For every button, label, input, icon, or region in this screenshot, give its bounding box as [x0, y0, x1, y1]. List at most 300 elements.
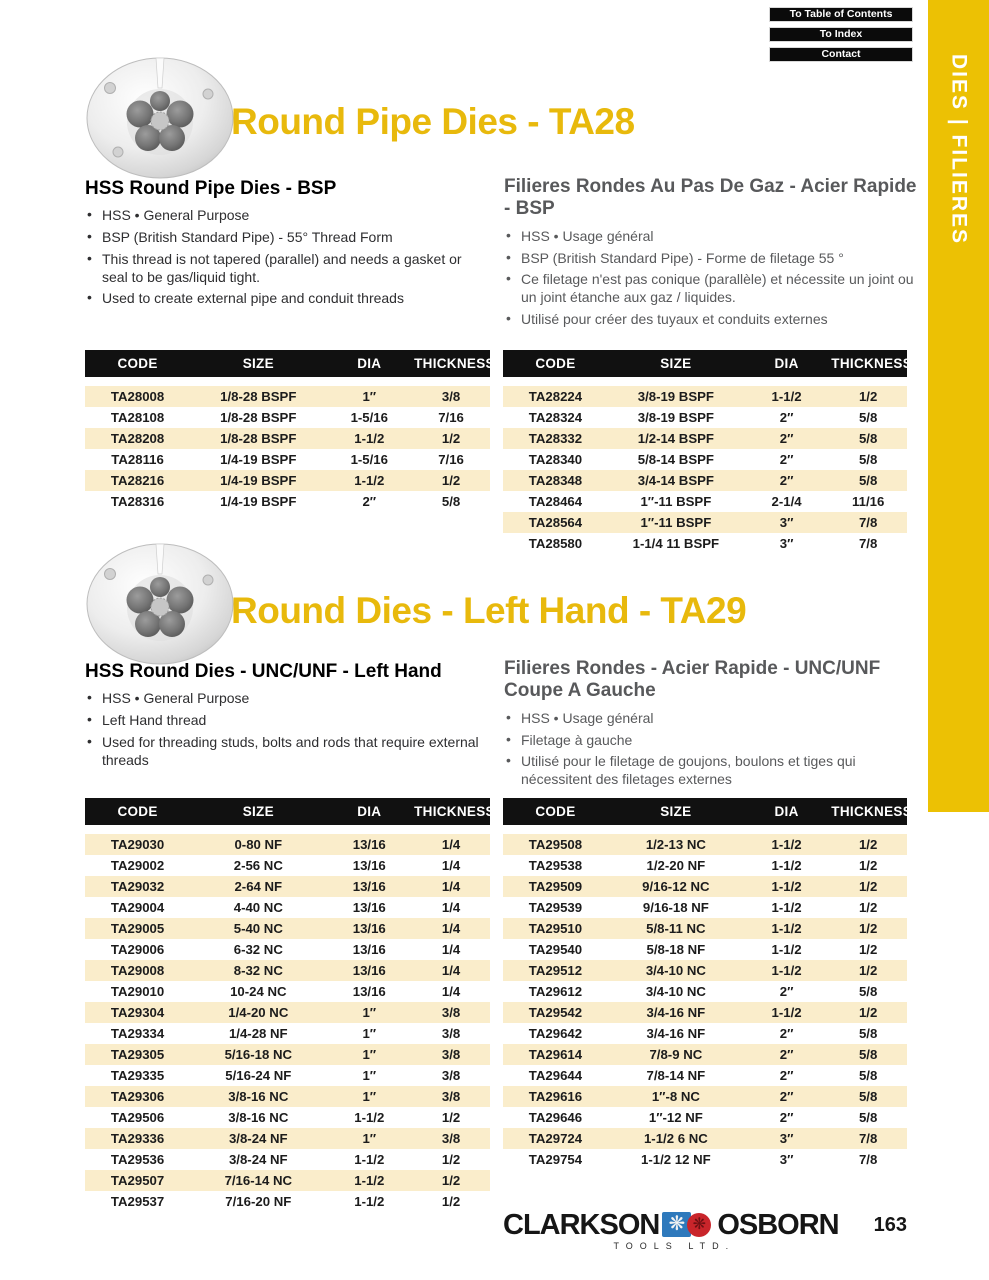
section-title-ta28: Round Pipe Dies - TA28 [231, 101, 635, 142]
table-cell: TA28464 [528, 494, 583, 509]
table-cell: 1-1/2 [354, 1110, 385, 1125]
table-cell: 1-1/2 [771, 900, 802, 915]
table-cell: 3/8-19 BSPF [608, 386, 744, 407]
brand-name-clarkson: CLARKSON [503, 1209, 660, 1241]
cutter-wheel-icon: ❋ [687, 1213, 711, 1237]
column-header: DIA [744, 798, 829, 834]
table-cell: 7/16 [438, 452, 464, 467]
table-cell: TA29512 [503, 960, 608, 981]
table-cell: 13/16 [352, 942, 386, 957]
table-cell: 3/8-16 NC [228, 1110, 289, 1125]
table-cell: 5/8 [858, 1068, 878, 1083]
table-row [85, 834, 490, 855]
table-cell: 7/8-9 NC [608, 1044, 744, 1065]
table-cell: 1/4 [412, 876, 490, 897]
table-cell: 13/16 [326, 876, 412, 897]
table-cell: 13/16 [326, 960, 412, 981]
table-cell: 1-1/2 [354, 1152, 385, 1167]
column-header: THICKNESS [412, 798, 490, 834]
column-header: CODE [503, 350, 608, 386]
bullet-item: • Left Hand thread [85, 712, 487, 730]
table-row [503, 1086, 907, 1107]
table-cell: 5/8 [441, 494, 461, 509]
table-cell: 1/4-28 NF [228, 1026, 288, 1041]
table-cell: TA29334 [110, 1026, 165, 1041]
table-cell: 3/8 [412, 1086, 490, 1107]
table-cell: 1-1/2 [771, 858, 802, 873]
table-cell: 2″ [779, 410, 794, 425]
table-cell: TA29509 [503, 876, 608, 897]
table-cell: TA29539 [528, 900, 583, 915]
table-cell: 1″ [362, 1068, 377, 1083]
table-cell: TA28332 [503, 428, 608, 449]
column-header: SIZE [190, 350, 326, 386]
table-cell: TA29032 [85, 876, 190, 897]
table-cell: TA28348 [503, 470, 608, 491]
table-cell: 5/8-18 NF [646, 942, 706, 957]
side-tab-label: DIES | FILIERES [947, 54, 971, 246]
table-cell: 1/2-20 NF [646, 858, 706, 873]
table-row [503, 1065, 907, 1086]
bullet-item: • HSS • Usage général [504, 228, 918, 246]
table-cell: 2″ [744, 1086, 829, 1107]
table-cell: 1/4 [441, 858, 461, 873]
table-cell: TA29507 [85, 1170, 190, 1191]
table-cell: 3″ [744, 512, 829, 533]
table-cell: 1/8-28 BSPF [190, 428, 326, 449]
table-row [503, 1044, 907, 1065]
table-cell: TA29642 [528, 1026, 583, 1041]
table-cell: 1″-11 BSPF [608, 512, 744, 533]
table-cell: 1″ [326, 1002, 412, 1023]
nav-to-index-button[interactable]: To Index [769, 27, 913, 42]
table-cell: 3/4-16 NF [646, 1026, 706, 1041]
table-cell: TA29005 [85, 918, 190, 939]
table-cell: 5/8 [858, 1110, 878, 1125]
table-cell: TA28208 [85, 428, 190, 449]
table-cell: 5/8 [858, 984, 878, 999]
table-cell: TA29336 [85, 1128, 190, 1149]
nav-to-table-of-contents-button[interactable]: To Table of Contents [769, 7, 913, 22]
ta29-english-description [85, 661, 487, 773]
table-cell: 3/8-16 NC [190, 1086, 326, 1107]
table-cell: 13/16 [326, 918, 412, 939]
ta29-english-bullet-list [85, 690, 487, 769]
table-cell: 7/8 [858, 1152, 878, 1167]
table-cell: 7/16-14 NC [190, 1170, 326, 1191]
table-cell: 5/8 [829, 1044, 907, 1065]
table-cell: 5-40 NC [190, 918, 326, 939]
table-cell: 1/8-28 BSPF [220, 410, 297, 425]
table-cell: 1-1/2 [744, 876, 829, 897]
table-cell: 2″ [779, 1026, 794, 1041]
table-cell: TA28324 [528, 410, 583, 425]
table-cell: 2-64 NF [190, 876, 326, 897]
table-cell: 1″-12 NF [648, 1110, 703, 1125]
table-row [503, 981, 907, 1002]
table-row [85, 491, 490, 512]
table-cell: 7/8-14 NF [646, 1068, 706, 1083]
table-cell: 1/2 [441, 1110, 461, 1125]
table-row [85, 1044, 490, 1065]
table-cell: 1/4 [441, 900, 461, 915]
table-cell: 1/2 [858, 858, 878, 873]
column-header: THICKNESS [412, 350, 490, 386]
table-row [85, 876, 490, 897]
table-cell: 1/2 [412, 470, 490, 491]
table-cell: 3/4-14 BSPF [608, 470, 744, 491]
bullet-item: • Filetage à gauche [504, 732, 918, 750]
table-row [503, 876, 907, 897]
table-row [503, 960, 907, 981]
table-row [85, 449, 490, 470]
table-cell: 1/2 [858, 942, 878, 957]
column-header: THICKNESS [829, 350, 907, 386]
table-cell: 7/8 [829, 1128, 907, 1149]
table-row [503, 533, 907, 554]
table-row [503, 1002, 907, 1023]
table-cell: 0-80 NF [190, 834, 326, 855]
table-cell: 9/16-12 NC [608, 876, 744, 897]
column-header: DIA [326, 350, 412, 386]
column-header: CODE [503, 798, 608, 834]
table-row [503, 1107, 907, 1128]
ta28-french-bullet-list [504, 228, 918, 329]
table-header-row [503, 350, 907, 386]
ta29-product-table-left [85, 798, 495, 1212]
column-header: SIZE [190, 798, 326, 834]
table-cell: 1-1/2 [326, 470, 412, 491]
brand-name-osborn: OSBORN [717, 1209, 839, 1241]
side-tab-dies-filieres[interactable] [928, 0, 989, 812]
table-cell: 2″ [779, 1110, 794, 1125]
table-cell: 5/8 [829, 428, 907, 449]
table-cell: TA29754 [528, 1152, 583, 1167]
table-cell: 1/4-19 BSPF [220, 494, 297, 509]
table-cell: 2″ [779, 452, 794, 467]
table-cell: TA28224 [503, 386, 608, 407]
table-cell: 13/16 [352, 858, 386, 873]
ta29-product-table-right [503, 798, 913, 1170]
table-cell: 5/16-18 NC [190, 1044, 326, 1065]
table-cell: 1″ [362, 1026, 377, 1041]
table-cell: TA29306 [85, 1086, 190, 1107]
table-cell: 1/2 [829, 918, 907, 939]
table-cell: 1/4 [441, 942, 461, 957]
round-die-photo [84, 56, 236, 185]
table-cell: 1/2-14 BSPF [608, 428, 744, 449]
table-cell: 13/16 [352, 984, 386, 999]
table-row [85, 1086, 490, 1107]
table-row [85, 1107, 490, 1128]
table-cell: 1/4 [412, 960, 490, 981]
table-cell: TA28116 [111, 452, 164, 467]
table-cell: 1″ [326, 386, 412, 407]
table-cell: 5/16-24 NF [225, 1068, 292, 1083]
column-header: CODE [85, 798, 190, 834]
table-cell: 3/4-10 NC [645, 984, 706, 999]
table-cell: 1-1/4 11 BSPF [632, 536, 720, 551]
table-cell: 2″ [779, 1068, 794, 1083]
table-row [85, 1002, 490, 1023]
table-cell: 1″-8 NC [608, 1086, 744, 1107]
table-cell: 3/8 [412, 1002, 490, 1023]
table-cell: 3/8-24 NF [190, 1128, 326, 1149]
table-header-row [85, 350, 490, 386]
table-row [85, 1170, 490, 1191]
table-cell: TA29030 [85, 834, 190, 855]
bullet-item: • Utilisé pour le filetage de goujons, boulons et tiges qui nécessitent des filetages externes [504, 753, 918, 789]
table-row [85, 1191, 490, 1212]
table-cell: 8-32 NC [190, 960, 326, 981]
table-row [503, 855, 907, 876]
bullet-item: • BSP (British Standard Pipe) - Forme de filetage 55 ° [504, 250, 918, 268]
ta28-french-description [504, 176, 918, 333]
table-row [85, 470, 490, 491]
ta29-french-description [504, 658, 918, 793]
table-cell: 1/4-19 BSPF [220, 452, 297, 467]
table-cell: TA29508 [503, 834, 608, 855]
table-cell: 1″ [326, 1086, 412, 1107]
table-cell: TA29537 [110, 1194, 165, 1209]
table-cell: 1/4 [412, 918, 490, 939]
table-cell: 1/2 [829, 876, 907, 897]
table-cell: 1-1/2 [771, 942, 802, 957]
ta29-english-heading: HSS Round Dies - UNC/UNF - Left Hand [85, 661, 442, 682]
table-cell: 1-1/2 [354, 1194, 385, 1209]
bullet-item: • Used for threading studs, bolts and rods that require external threads [85, 734, 487, 770]
table-row [503, 512, 907, 533]
table-cell: 3/8 [441, 1068, 461, 1083]
table-cell: TA29335 [110, 1068, 165, 1083]
table-cell: 9/16-18 NF [642, 900, 709, 915]
table-row [503, 1128, 907, 1149]
table-cell: 3/4-16 NF [608, 1002, 744, 1023]
table-cell: 3″ [744, 1128, 829, 1149]
table-cell: 2″ [744, 470, 829, 491]
table-cell: TA29540 [528, 942, 583, 957]
bullet-item: • Ce filetage n'est pas conique (parallèle) et nécessite un joint ou un joint étanche aux gaz / liquides. [504, 271, 918, 307]
table-cell: 3/8 [441, 1026, 461, 1041]
table-cell: 3/8-24 NF [228, 1152, 288, 1167]
table-row [85, 981, 490, 1002]
table-cell: TA28564 [503, 512, 608, 533]
bullet-item: • This thread is not tapered (parallel) and needs a gasket or seal to be gas/liquid tight. [85, 251, 487, 287]
table-row [85, 1128, 490, 1149]
table-cell: TA29305 [85, 1044, 190, 1065]
table-row [503, 1149, 907, 1170]
column-header: DIA [326, 798, 412, 834]
table-cell: 1/2 [441, 1152, 461, 1167]
table-row [503, 897, 907, 918]
table-row [85, 939, 490, 960]
table-cell: 5/8-11 NC [608, 918, 744, 939]
table-row [503, 407, 907, 428]
table-cell: 2″ [744, 428, 829, 449]
column-header: SIZE [608, 350, 744, 386]
table-cell: TA29304 [85, 1002, 190, 1023]
nav-contact-button[interactable]: Contact [769, 47, 913, 62]
table-cell: 1/2-13 NC [608, 834, 744, 855]
page-number: 163 [873, 1214, 907, 1236]
table-cell: 2″ [744, 1044, 829, 1065]
table-row [85, 407, 490, 428]
table-cell: TA29542 [503, 1002, 608, 1023]
bullet-item: • BSP (British Standard Pipe) - 55° Thread Form [85, 229, 487, 247]
table-cell: 3″ [779, 536, 794, 551]
table-cell: TA29646 [528, 1110, 583, 1125]
nav-buttons [769, 7, 913, 67]
table-cell: 1/4 [412, 834, 490, 855]
ta29-french-bullet-list [504, 710, 918, 789]
table-cell: TA28340 [528, 452, 583, 467]
table-cell: 1/8-28 BSPF [190, 386, 326, 407]
table-cell: 1/2 [412, 1170, 490, 1191]
table-cell: 1″ [326, 1128, 412, 1149]
table-cell: 5/8 [829, 1086, 907, 1107]
table-cell: 5/8-14 BSPF [637, 452, 714, 467]
ta28-product-table-right [503, 350, 913, 554]
table-row [503, 834, 907, 855]
bullet-item: • HSS • General Purpose [85, 207, 487, 225]
ta28-english-bullet-list [85, 207, 487, 308]
table-header-row [85, 798, 490, 834]
table-cell: 13/16 [352, 900, 386, 915]
table-cell: 1/2 [412, 428, 490, 449]
bullet-item: • Used to create external pipe and conduit threads [85, 290, 487, 308]
table-cell: TA29724 [503, 1128, 608, 1149]
table-header-row [503, 798, 907, 834]
page-footer [503, 1211, 907, 1251]
column-header: CODE [85, 350, 190, 386]
table-row [85, 960, 490, 981]
table-cell: 5/8 [858, 452, 878, 467]
table-cell: 3/8 [412, 1044, 490, 1065]
table-cell: 1″-11 BSPF [640, 494, 712, 509]
ta29-french-heading: Filieres Rondes - Acier Rapide - UNC/UNF Coupe A Gauche [504, 658, 881, 702]
round-die-photo [84, 542, 236, 671]
table-cell: TA28580 [528, 536, 583, 551]
table-cell: 2″ [362, 494, 377, 509]
table-row [85, 386, 490, 407]
table-cell: 1″ [326, 1044, 412, 1065]
table-cell: TA29002 [110, 858, 165, 873]
table-cell: TA29612 [528, 984, 583, 999]
table-cell: TA29506 [110, 1110, 165, 1125]
table-cell: 5/8 [858, 410, 878, 425]
table-cell: TA29004 [110, 900, 165, 915]
table-cell: TA29510 [503, 918, 608, 939]
table-row [85, 855, 490, 876]
table-cell: 1-1/2 [326, 1170, 412, 1191]
table-row [85, 1149, 490, 1170]
table-cell: 1-5/16 [350, 452, 388, 467]
table-cell: 1-1/2 [744, 386, 829, 407]
table-cell: 1-1/2 [744, 1002, 829, 1023]
table-cell: 3/8 [412, 1128, 490, 1149]
column-header: DIA [744, 350, 829, 386]
table-cell: 7/8 [858, 536, 878, 551]
ta28-french-heading: Filieres Rondes Au Pas De Gaz - Acier Rapide - BSP [504, 176, 917, 220]
table-cell: 5/8 [829, 470, 907, 491]
table-cell: 1-1/2 [744, 960, 829, 981]
milling-cutter-icon: ❋ [662, 1212, 691, 1237]
table-cell: 11/16 [852, 494, 885, 509]
table-cell: TA29644 [528, 1068, 583, 1083]
table-cell: TA29008 [85, 960, 190, 981]
table-cell: 7/16 [438, 410, 464, 425]
table-cell: 1/4-20 NC [190, 1002, 326, 1023]
table-cell: 5/8 [858, 1026, 878, 1041]
table-row [503, 386, 907, 407]
table-cell: 10-24 NC [230, 984, 287, 999]
table-cell: 1-1/2 [326, 428, 412, 449]
table-cell: TA28216 [85, 470, 190, 491]
ta28-product-table-left [85, 350, 495, 512]
table-row [503, 449, 907, 470]
table-cell: TA29616 [503, 1086, 608, 1107]
table-cell: 7/8 [829, 512, 907, 533]
table-cell: 3/4-10 NC [608, 960, 744, 981]
table-cell: TA29006 [110, 942, 165, 957]
bullet-item: • HSS • Usage général [504, 710, 918, 728]
column-header: SIZE [608, 798, 744, 834]
table-cell: 2-56 NC [233, 858, 283, 873]
table-cell: 1/2 [441, 1194, 461, 1209]
table-cell: TA29614 [503, 1044, 608, 1065]
table-row [503, 918, 907, 939]
table-cell: 1/4 [441, 984, 461, 999]
table-cell: TA29538 [528, 858, 583, 873]
table-cell: TA28108 [110, 410, 165, 425]
table-cell: 7/16-20 NF [225, 1194, 292, 1209]
table-cell: 1/2 [829, 834, 907, 855]
table-cell: 4-40 NC [233, 900, 283, 915]
table-cell: 6-32 NC [233, 942, 283, 957]
table-cell: 1-1/2 12 NF [641, 1152, 711, 1167]
table-cell: TA29010 [110, 984, 165, 999]
clarkson-osborn-logo-icon [660, 1211, 716, 1239]
table-row [85, 897, 490, 918]
table-cell: 3″ [779, 1152, 794, 1167]
table-row [503, 491, 907, 512]
bullet-item: • Utilisé pour créer des tuyaux et conduits externes [504, 311, 918, 329]
table-cell: 1/2 [829, 386, 907, 407]
ta28-english-description [85, 178, 487, 312]
table-cell: 1-5/16 [350, 410, 388, 425]
section-title-ta29: Round Dies - Left Hand - TA29 [231, 590, 747, 631]
table-row [503, 939, 907, 960]
table-row [85, 428, 490, 449]
table-cell: 1-1/2 [744, 834, 829, 855]
table-cell: 2-1/4 [771, 494, 802, 509]
brand-logo [503, 1211, 839, 1251]
table-cell: 3/8 [412, 386, 490, 407]
table-row [503, 428, 907, 449]
brand-subtitle: TOOLS LTD. [613, 1241, 736, 1251]
table-cell: 1/2 [829, 960, 907, 981]
table-row [85, 1023, 490, 1044]
bullet-item: • HSS • General Purpose [85, 690, 487, 708]
ta28-english-heading: HSS Round Pipe Dies - BSP [85, 178, 337, 199]
table-cell: 1/2 [858, 900, 878, 915]
column-header: THICKNESS [829, 798, 907, 834]
table-cell: 1/2 [829, 1002, 907, 1023]
table-cell: TA28008 [85, 386, 190, 407]
table-cell: 3/8-19 BSPF [637, 410, 714, 425]
table-row [503, 1023, 907, 1044]
table-cell: 1-1/2 6 NC [608, 1128, 744, 1149]
